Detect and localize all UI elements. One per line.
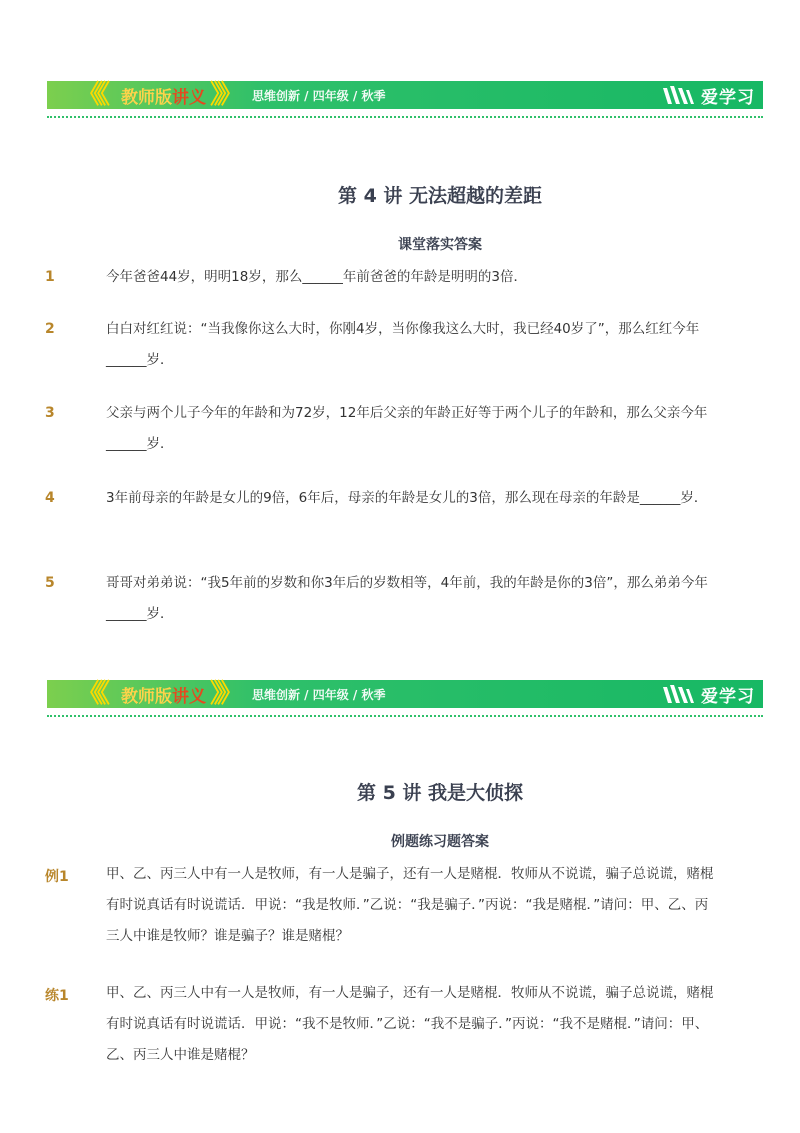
brand-name: 爱学习 [701, 686, 755, 707]
chevron-left-icon: 《《 [77, 679, 105, 709]
question-text: 3年前母亲的年龄是女儿的9倍，6年后，母亲的年龄是女儿的3倍，那么现在母亲的年龄是______岁． [106, 490, 708, 506]
question-number: 2 [45, 321, 55, 337]
header-banner [47, 680, 763, 708]
practice-text: 甲、乙、丙三人中有一人是牧师，有一人是骗子，还有一人是赌棍．牧师从不说谎，骗子总说谎，赌棍有时说真话有时说谎话．甲说：“我不是牧师．”乙说：“我不是骗子．”丙说：“我不是赌棍．”请问：甲、乙、丙三人中谁是赌棍？ [106, 985, 714, 1063]
brand-mark-icon [661, 683, 695, 705]
brand-logo [661, 83, 755, 107]
question-text: 父亲与两个儿子今年的年龄和为72岁，12年后父亲的年龄正好等于两个儿子的年龄和，那么父亲今年______岁． [106, 405, 708, 452]
question-number: 5 [45, 575, 55, 591]
lecture-5-title: 第 5 讲 我是大侦探 [356, 782, 524, 804]
lecture-4-section-title: 课堂落实答案 [398, 237, 482, 253]
banner-title: 教师版讲义 [121, 686, 206, 707]
example-text: 甲、乙、丙三人中有一人是牧师，有一人是骗子，还有一人是赌棍．牧师从不说谎，骗子总说谎，赌棍有时说真话有时说谎话．甲说：“我是牧师．”乙说：“我是骗子．”丙说：“我是赌棍．”请问：甲、乙、丙三人中谁是牧师？谁是骗子？谁是赌棍？ [106, 866, 714, 944]
lecture-5-section-title: 例题练习题答案 [391, 834, 489, 850]
brand-mark-icon [661, 84, 695, 106]
question-text: 哥哥对弟弟说：“我5年前的岁数和你3年后的岁数相等，4年前，我的年龄是你的3倍”，那么弟弟今年______岁． [106, 575, 708, 622]
chevron-right-icon: 》》 [210, 80, 238, 110]
chevron-left-icon: 《《 [77, 80, 105, 110]
brand-name: 爱学习 [701, 87, 755, 108]
practice-number: 练1 [45, 988, 69, 1004]
lecture-4-title: 第 4 讲 无法超越的差距 [337, 185, 543, 207]
banner-title: 教师版讲义 [121, 87, 206, 108]
question-number: 4 [45, 490, 55, 506]
question-text: 白白对红红说：“当我像你这么大时，你刚4岁，当你像我这么大时，我已经40岁了”，那么红红今年______岁． [106, 321, 700, 368]
banner-subtitle: 思维创新 / 四年级 / 秋季 [252, 687, 386, 702]
banner-divider [47, 715, 763, 717]
chevron-right-icon: 》》 [210, 679, 238, 709]
question-number: 3 [45, 405, 55, 421]
banner-divider [47, 116, 763, 118]
brand-logo [661, 682, 755, 706]
question-number: 1 [45, 269, 55, 285]
banner-subtitle: 思维创新 / 四年级 / 秋季 [252, 88, 386, 103]
question-text: 今年爸爸44岁，明明18岁，那么______年前爸爸的年龄是明明的3倍． [106, 269, 527, 285]
example-number: 例1 [45, 869, 69, 885]
header-banner [47, 81, 763, 109]
